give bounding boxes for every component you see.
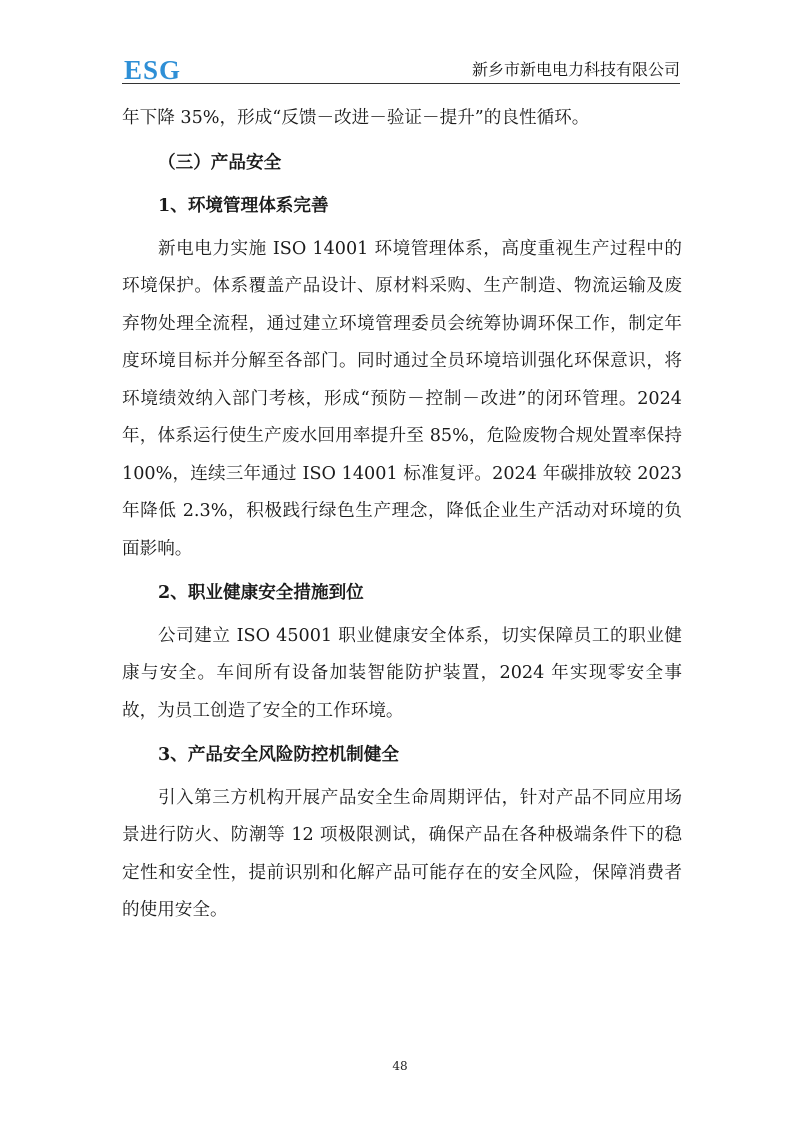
page-header [122,52,680,84]
subsection-title-environment: 1、环境管理体系完善 [158,195,329,216]
paragraph-environment: 新电电力实施 ISO 14001 环境管理体系，高度重视生产过程中的环境保护。体系覆盖产品设计、原材料采购、生产制造、物流运输及废弃物处理全流程，通过建立环境管理委员会统筹协调环保工作，制定年度环境目标并分解至各部门。同时通过全员环境培训强化环保意识，将环境绩效纳入部门考核，形成“预防－控制－改进”的闭环管理。2024 年，体系运行使生产废水回用率提升至 85%，危险废物合规处置率保持 100%，连续三年通过 ISO 14001 标准复评。2024 年碳排放较 2023 年降低 2.3%，积极践行绿色生产理念，降低企业生产活动对环境的负面影响。 [122,238,682,559]
paragraph-product-safety: 引入第三方机构开展产品安全生命周期评估，针对产品不同应用场景进行防火、防潮等 12 项极限测试，确保产品在各种极端条件下的稳定性和安全性，提前识别和化解产品可能存在的安全风险，保障消费者的使用安全。 [122,787,682,920]
company-name: 新乡市新电电力科技有限公司 [471,60,680,79]
section-title: （三）产品安全 [158,151,282,173]
page-number: 48 [392,1059,408,1073]
subsection-title-occupational-health: 2、职业健康安全措施到位 [158,582,364,603]
esg-logo: ESG [124,55,182,85]
subsection-title-product-safety: 3、产品安全风险防控机制健全 [158,744,399,765]
header-divider [122,83,680,84]
paragraph-occupational-health: 公司建立 ISO 45001 职业健康安全体系，切实保障员工的职业健康与安全。车间所有设备加装智能防护装置，2024 年实现零安全事故，为员工创造了安全的工作环境。 [122,625,682,721]
document-body [122,100,682,930]
continuation-paragraph: 年下降 35%，形成“反馈－改进－验证－提升”的良性循环。 [122,108,590,128]
